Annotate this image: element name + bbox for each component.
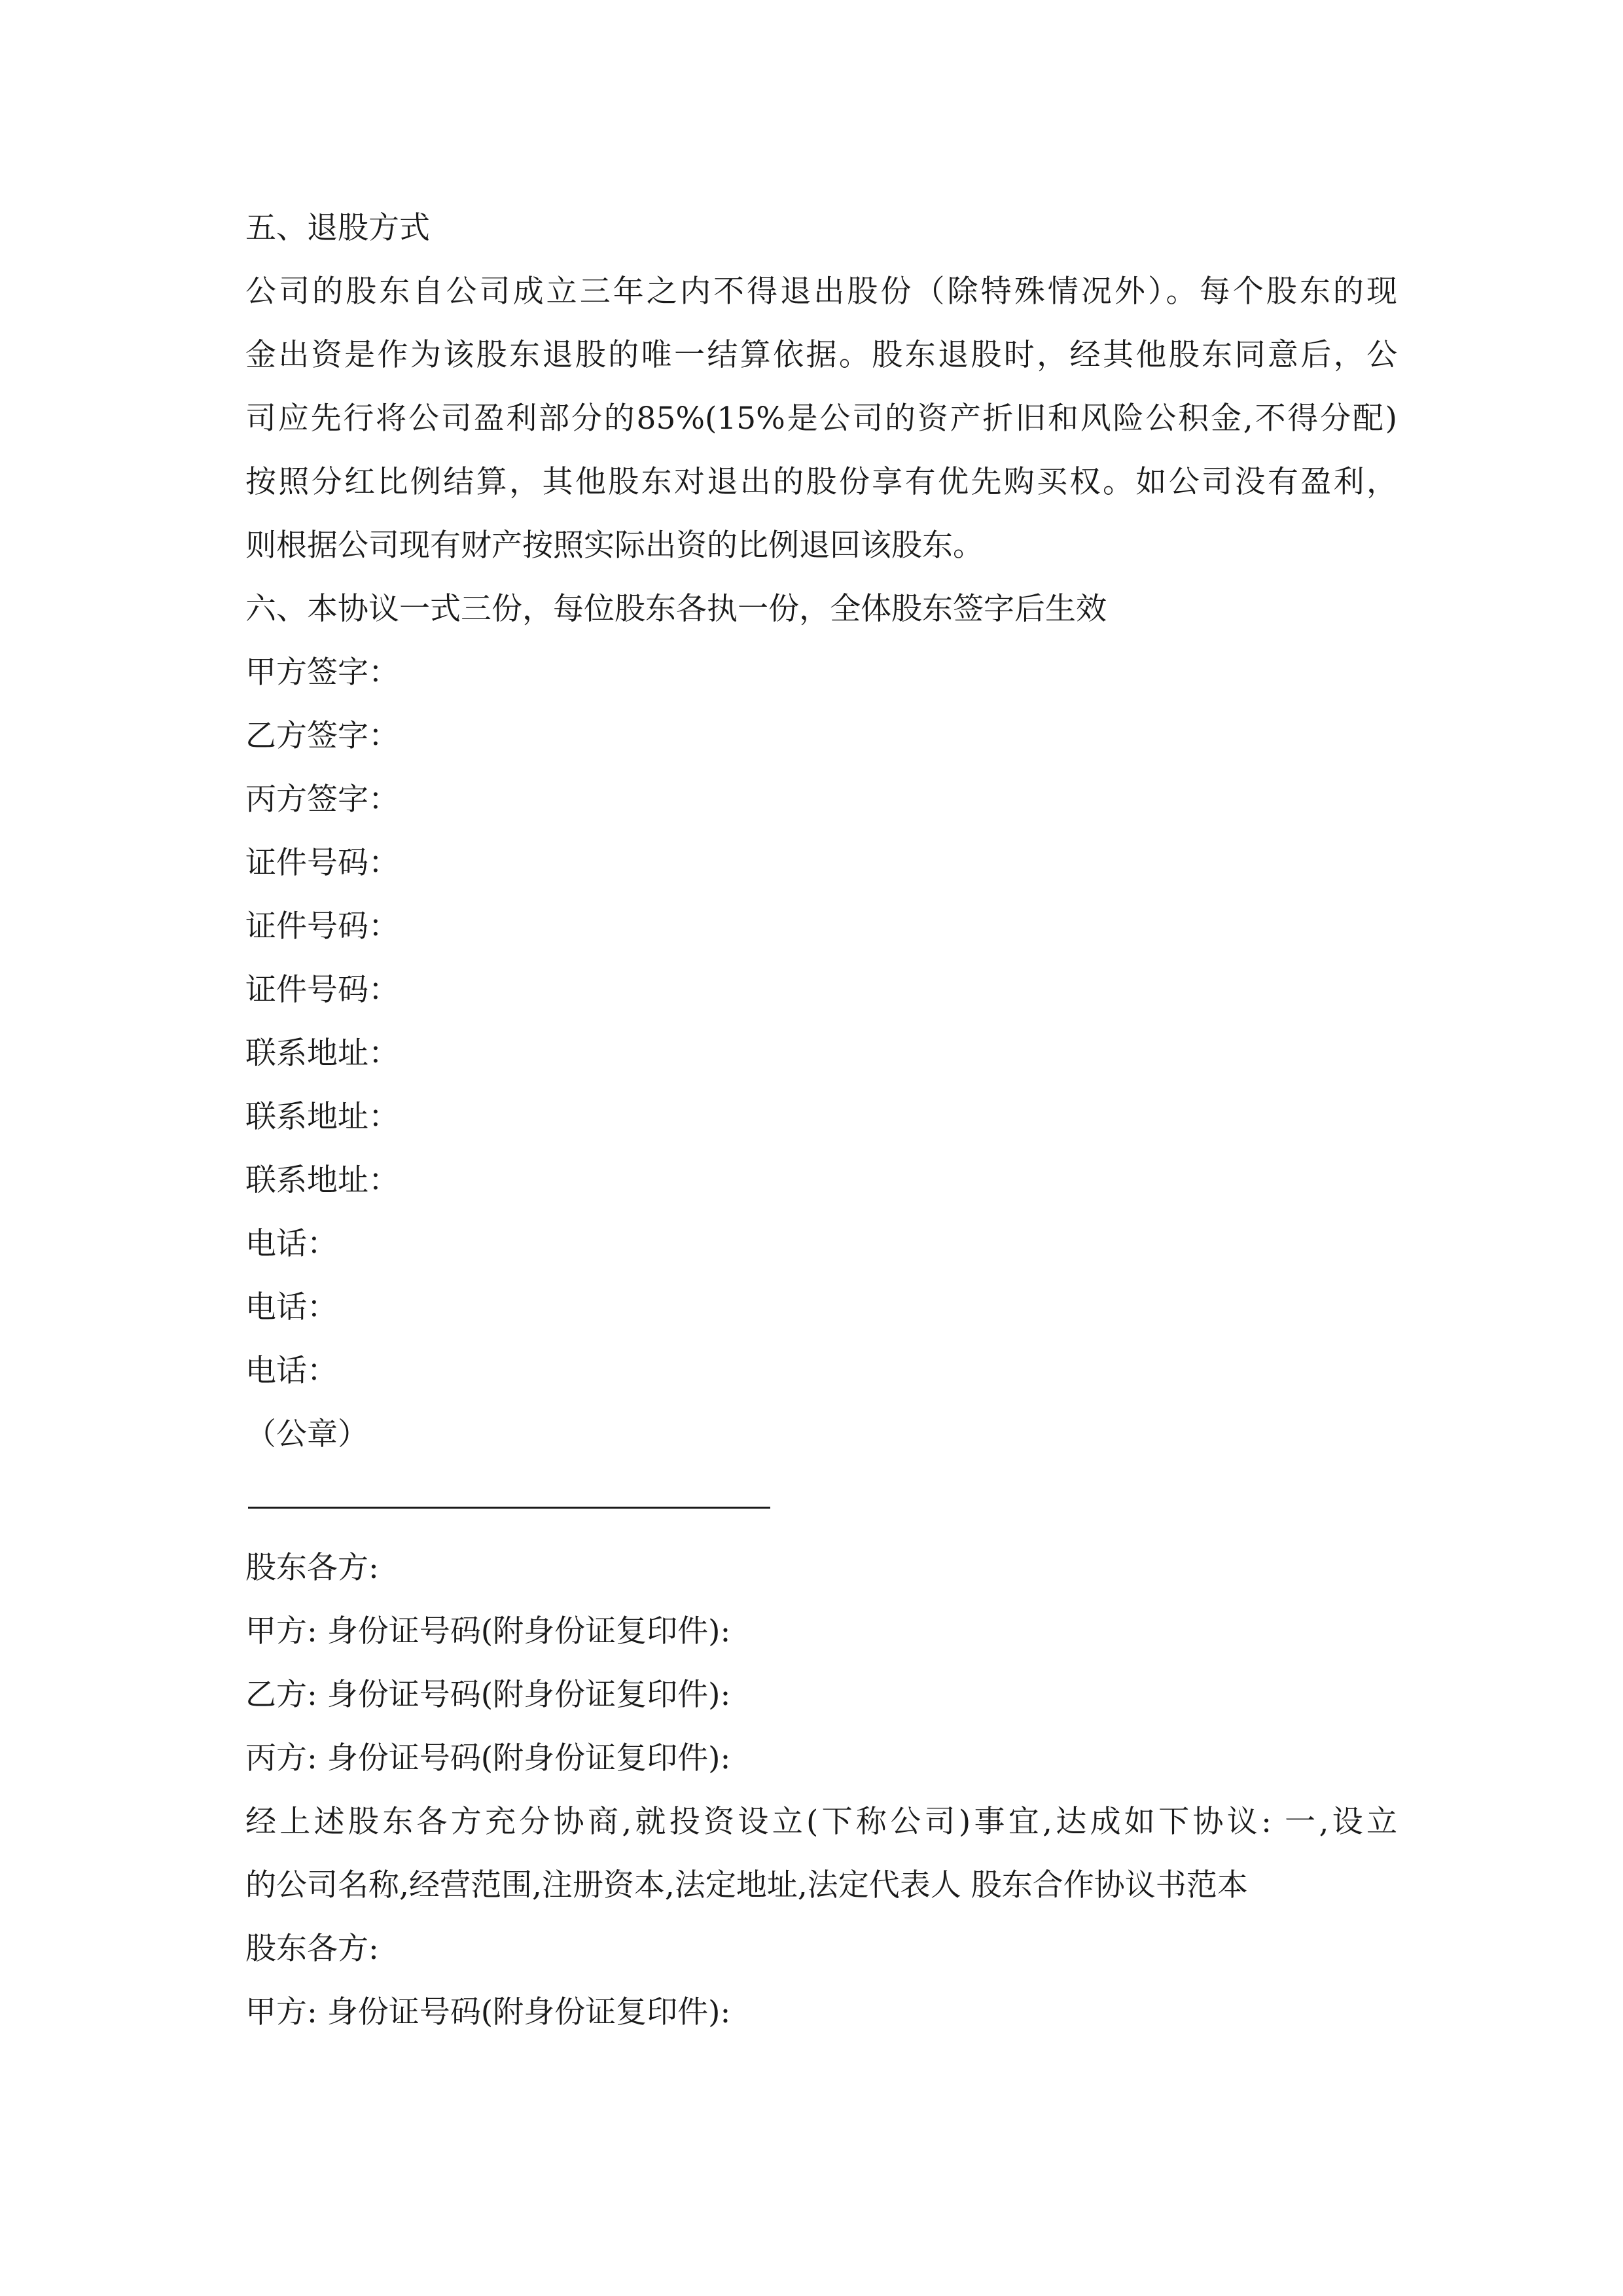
id-number-field: 证件号码： xyxy=(245,845,399,881)
party-c-id-line: 丙方: 身份证号码(附身份证复印件): xyxy=(245,1740,731,1776)
agreement-paragraph-line: 经上述股东各方充分协商,就投资设立(下称公司)事宜,达成如下协议: 一,设立 xyxy=(245,1804,1397,1840)
section-heading-copies: 六、本协议一式三份，每位股东各执一份，全体股东签字后生效 xyxy=(245,591,1107,627)
paragraph-line: 公司的股东自公司成立三年之内不得退出股份（除特殊情况外）。每个股东的现 xyxy=(245,274,1397,310)
party-b-id-line: 乙方: 身份证号码(附身份证复印件): xyxy=(245,1677,731,1713)
paragraph-line: 金出资是作为该股东退股的唯一结算依据。股东退股时，经其他股东同意后，公 xyxy=(245,337,1397,373)
address-field: 联系地址： xyxy=(245,1099,399,1135)
party-a-id-line: 甲方: 身份证号码(附身份证复印件): xyxy=(245,1613,731,1649)
id-number-field: 证件号码： xyxy=(245,972,399,1008)
paragraph-line: 按照分红比例结算，其他股东对退出的股份享有优先购买权。如公司没有盈利， xyxy=(245,464,1397,500)
signature-field-party-c: 丙方签字： xyxy=(245,781,399,817)
signature-field-party-b: 乙方签字： xyxy=(245,718,399,754)
signature-field-party-a: 甲方签字： xyxy=(245,655,399,691)
section-heading-withdrawal: 五、退股方式 xyxy=(245,210,430,246)
parties-heading: 股东各方: xyxy=(245,1550,379,1586)
separator-rule xyxy=(245,1466,1397,1530)
agreement-paragraph-line: 的公司名称,经营范围,注册资本,法定地址,法定代表人 股东合作协议书范本 xyxy=(245,1867,1248,1903)
parties-heading: 股东各方: xyxy=(245,1931,379,1967)
phone-field: 电话： xyxy=(245,1226,338,1262)
address-field: 联系地址： xyxy=(245,1035,399,1071)
document-body xyxy=(245,196,1397,2044)
separator-line xyxy=(248,1507,770,1509)
phone-field: 电话： xyxy=(245,1353,338,1389)
official-seal-label: （公章） xyxy=(245,1416,368,1452)
id-number-field: 证件号码： xyxy=(245,908,399,944)
paragraph-line: 则根据公司现有财产按照实际出资的比例退回该股东。 xyxy=(245,528,984,564)
party-a-id-line: 甲方: 身份证号码(附身份证复印件): xyxy=(245,1994,731,2030)
phone-field: 电话： xyxy=(245,1289,338,1325)
address-field: 联系地址： xyxy=(245,1162,399,1198)
spacer xyxy=(245,1530,1397,1536)
paragraph-line: 司应先行将公司盈利部分的85%(15%是公司的资产折旧和风险公积金,不得分配) xyxy=(245,401,1397,437)
